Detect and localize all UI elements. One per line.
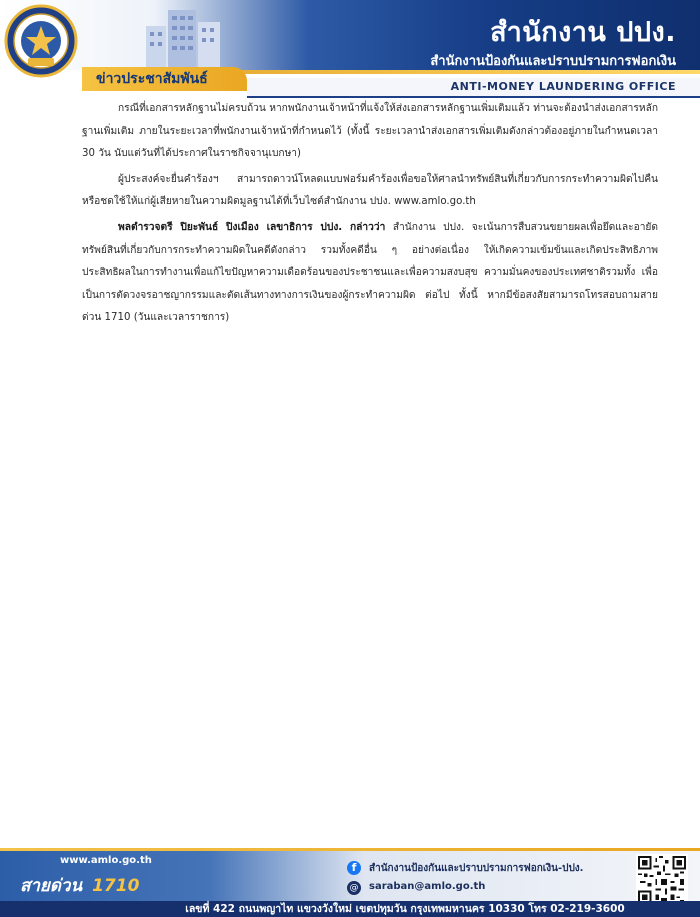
- hotline: [20, 872, 139, 899]
- amlo-emblem-icon: [4, 4, 78, 78]
- facebook-link[interactable]: สำนักงานป้องกันและปราบปรามการฟอกเงิน-ปปง.: [369, 863, 584, 874]
- email-link[interactable]: saraban@amlo.go.th: [369, 881, 486, 892]
- office-address: เลขที่ 422 ถนนพญาไท แขวงวังใหม่ เขตปทุมวัน กรุงเทพมหานคร 10330 โทร 02-219-3600: [185, 903, 625, 915]
- news-body: [82, 98, 658, 330]
- facebook-icon[interactable]: f: [347, 861, 361, 875]
- qr-code-icon[interactable]: [636, 854, 688, 906]
- paragraph-download-form: ผู้ประสงค์จะยื่นคำร้องฯ สามารถดาวน์โหลดแบบฟอร์มคำร้องเพื่อขอให้ศาลนำทรัพย์สินที่เกี่ยวกับการกระทำความผิดไปคืนหรือชดใช้ให้แก่ผู้เสียหายในความผิดมูลฐานได้ที่เว็บไซต์สำนักงาน ปปง. www.amlo.go.th: [82, 173, 658, 208]
- website-link[interactable]: www.amlo.go.th: [60, 855, 152, 866]
- secretary-name: พลตำรวจตรี ปิยะพันธ์ ปิงเมือง เลขาธิการ ปปง. กล่าวว่า: [118, 221, 386, 233]
- header-title: สำนักงาน ปปง.: [490, 17, 676, 48]
- header-english-name: ANTI-MONEY LAUNDERING OFFICE: [450, 80, 676, 93]
- page-header: [0, 0, 700, 98]
- section-tab-label: ข่าวประชาสัมพันธ์: [96, 71, 208, 87]
- hotline-number: 1710: [92, 876, 140, 896]
- paragraph-documents: กรณีที่เอกสารหลักฐานไม่ครบถ้วน หากพนักงานเจ้าหน้าที่แจ้งให้ส่งเอกสารหลักฐานเพิ่มเติมแล้ว ท่านจะต้องนำส่งเอกสารหลักฐานเพิ่มเติม ภายในระยะเวลาที่พนักงานเจ้าหน้าที่กำหนดไว้ (ทั้งนี้ ระยะเวลานำส่งเอกสารเพิ่มเติมดังกล่าวต้องอยู่ภายในกำหนดเวลา 30 วัน นับแต่วันที่ได้ประกาศในราชกิจจานุเบกษา): [82, 103, 658, 160]
- hotline-label: สายด่วน: [20, 876, 83, 896]
- paragraph-secretary-statement: [82, 217, 658, 330]
- office-building-icon: [138, 6, 224, 70]
- secretary-quote: สำนักงาน ปปง. จะเน้นการสืบสวนขยายผลเพื่อยึดและอายัดทรัพย์สินที่เกี่ยวกับการกระทำความผิดในคดีดังกล่าว รวมทั้งคดีอื่น ๆ อย่างต่อเนื่อง ให้เกิดความเข้มข้นและเกิดประสิทธิภาพประสิทธิผลในการทำงานเพื่อแก้ไขปัญหาความเดือดร้อนของประชาชนและเพื่อความสงบสุข ความมั่นคงของประเทศชาติรวมทั้ง เพื่อเป็นการตัดวงจรอาชญากรรมและตัดเส้นทางทางการเงินของผู้กระทำความผิด ต่อไป ทั้งนี้ หากมีข้อสงสัยสามารถโทรสอบถามสายด่วน 1710 (วันและเวลาราชการ): [82, 221, 658, 324]
- header-subtitle: สำนักงานป้องกันและปราบปรามการฟอกเงิน: [430, 54, 676, 69]
- email-icon[interactable]: @: [347, 881, 361, 895]
- page-footer: [0, 848, 700, 917]
